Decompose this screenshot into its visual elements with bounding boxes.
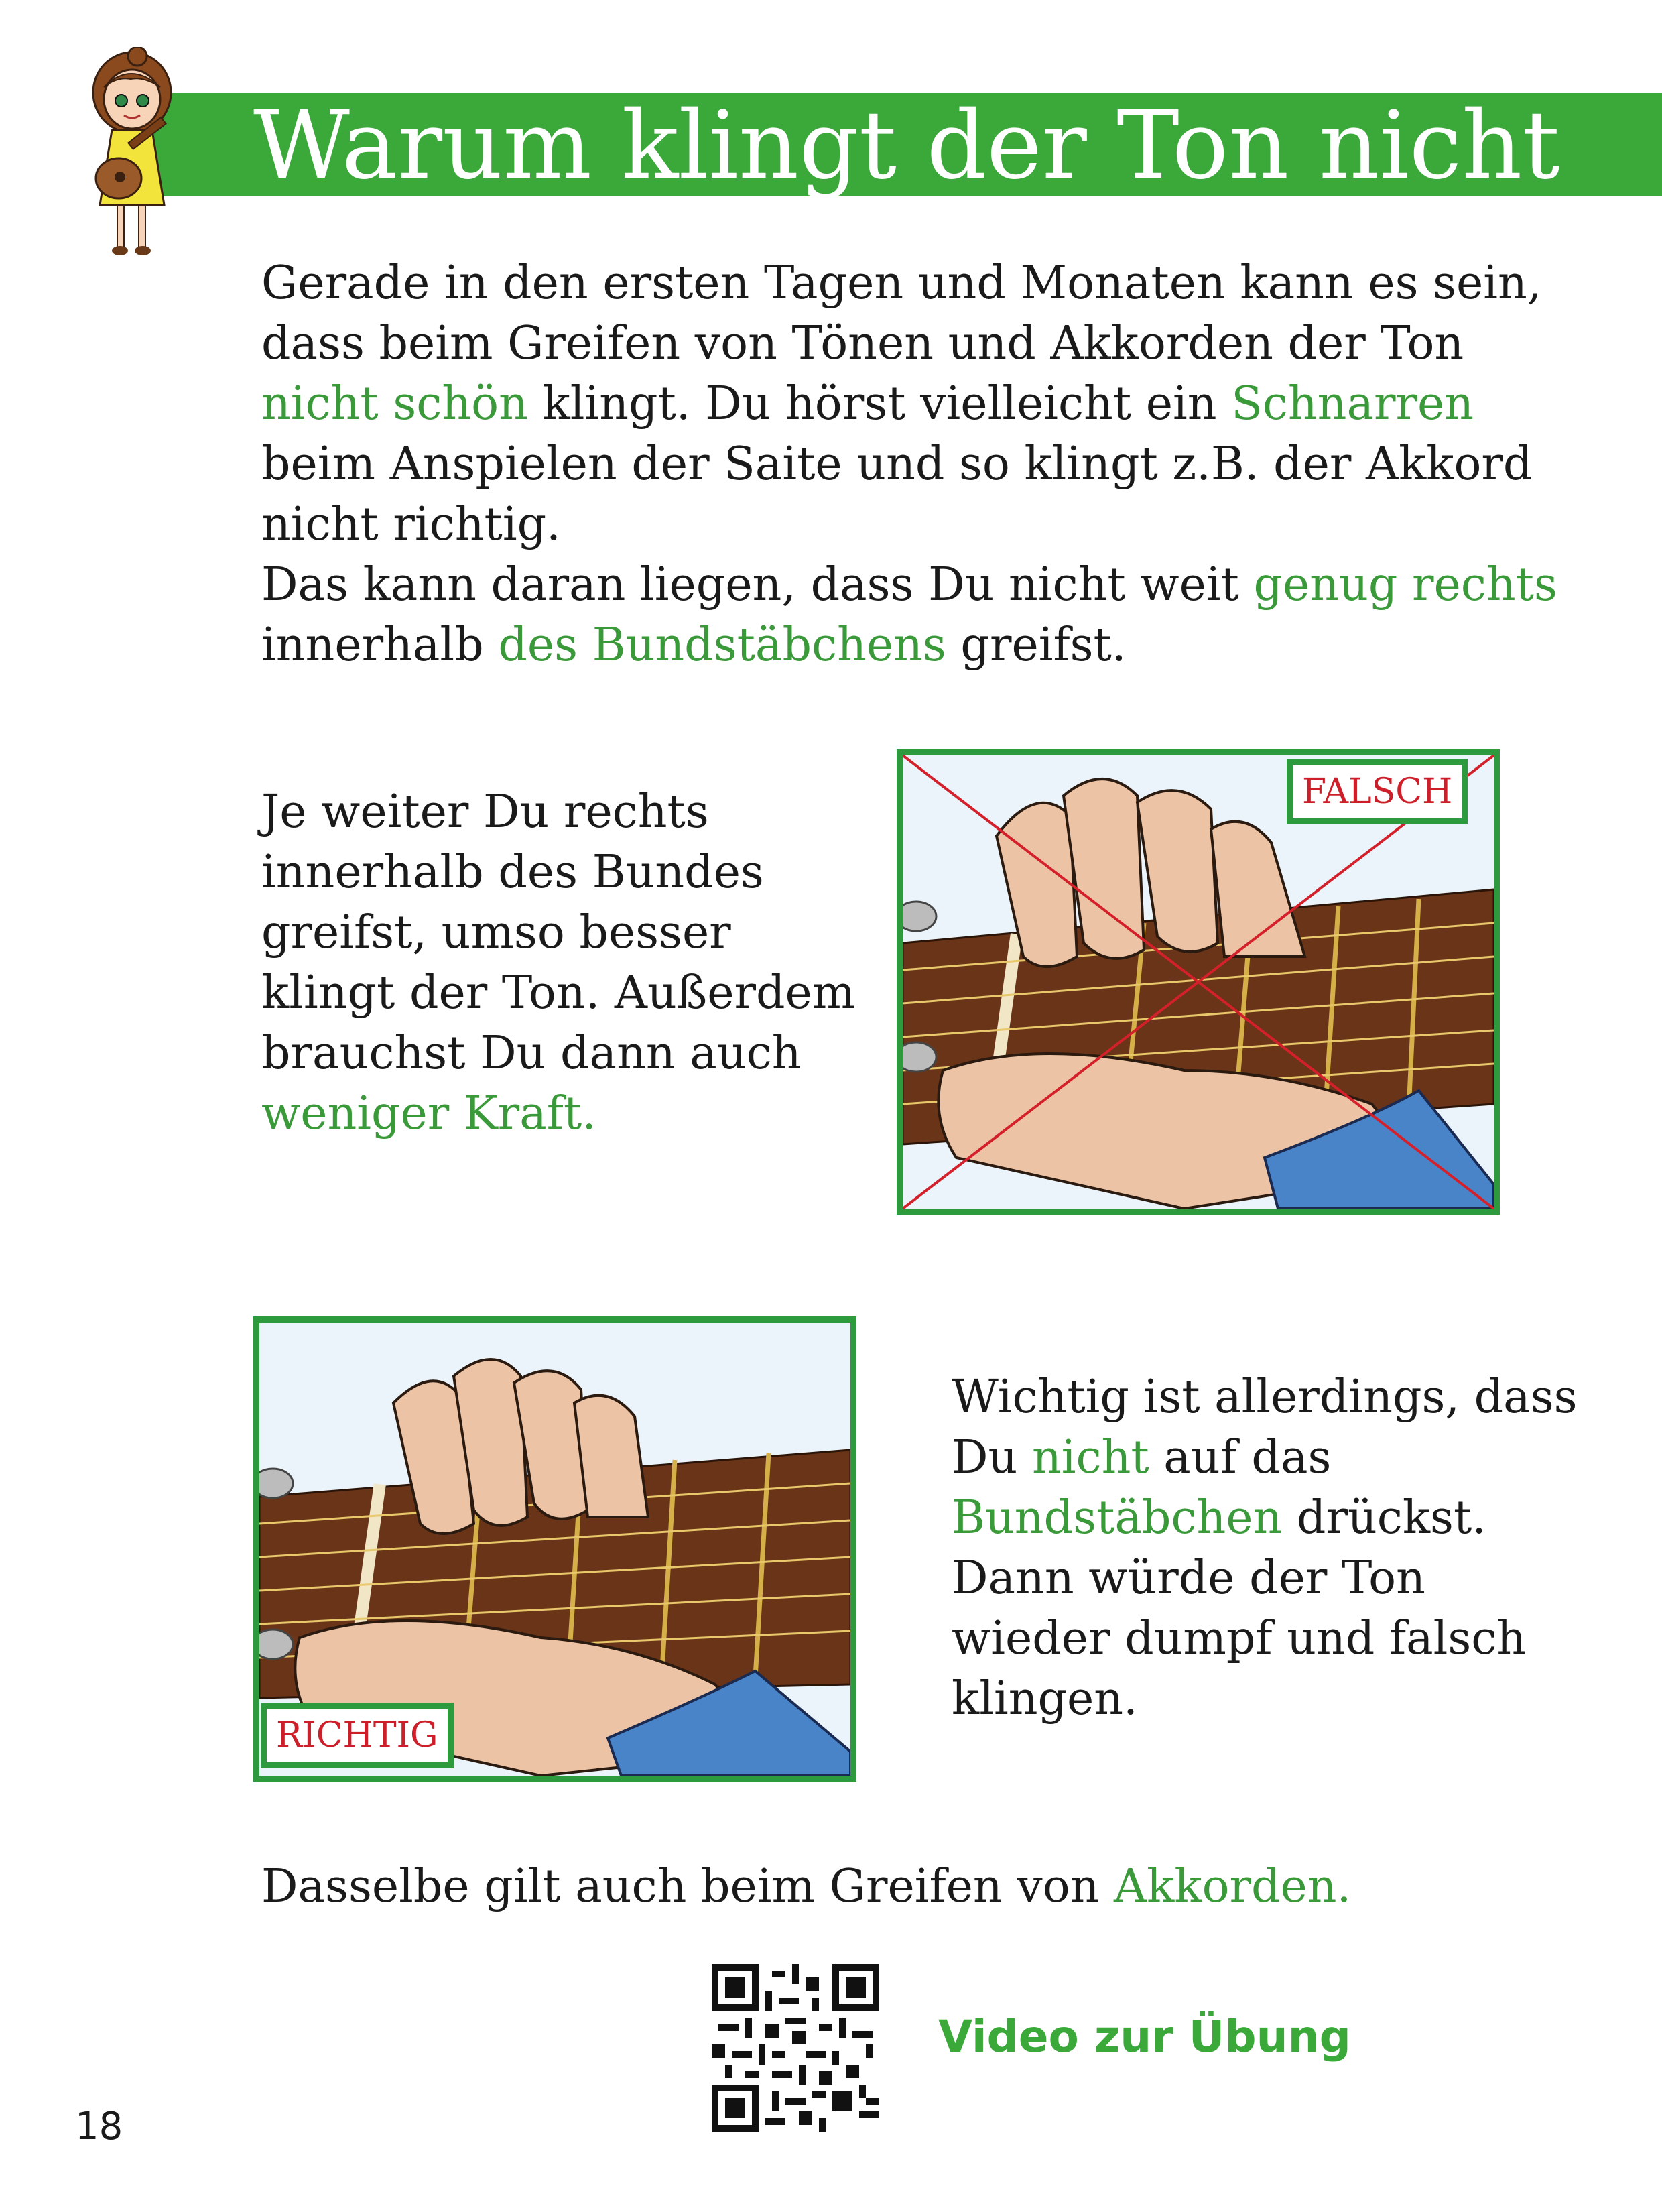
wrong-technique-text: Je weiter Du rechts innerhalb des Bundes greifst, umso besser klingt der Ton. Außerdem brauchst Du dann auch weniger Kraft. (261, 786, 856, 1140)
title-bar (146, 91, 1662, 200)
correct-label: RICHTIG (261, 1703, 454, 1768)
video-label[interactable]: Video zur Übung (938, 2011, 1351, 2063)
page-number: 18 (75, 2105, 123, 2148)
guitar-girl-mascot (70, 47, 191, 261)
page-title: Warum klingt der Ton nicht (253, 91, 1560, 200)
intro-paragraph-1: Gerade in den ersten Tagen und Monaten kann es sein, dass beim Greifen von Tönen und Akkorden der Ton nicht schön klingt. Du hörst vielleicht ein Schnarren beim Anspielen der Saite und so klingt z.B. der Akkord nicht richtig. (261, 257, 1542, 551)
correct-technique-text: Wichtig ist allerdings, dass Du nicht auf das Bundstäbchen drückst. Dann würde der Ton wieder dumpf und falsch klingen. (952, 1371, 1578, 1725)
wrong-label: FALSCH (1287, 759, 1468, 824)
qr-code[interactable] (712, 1964, 879, 2132)
intro-text (261, 253, 1561, 676)
closing-text: Dasselbe gilt auch beim Greifen von Akkorden. (261, 1860, 1352, 1913)
intro-paragraph-2: Das kann daran liegen, dass Du nicht weit genug rechts innerhalb des Bundstäbchens greifst. (261, 558, 1557, 672)
